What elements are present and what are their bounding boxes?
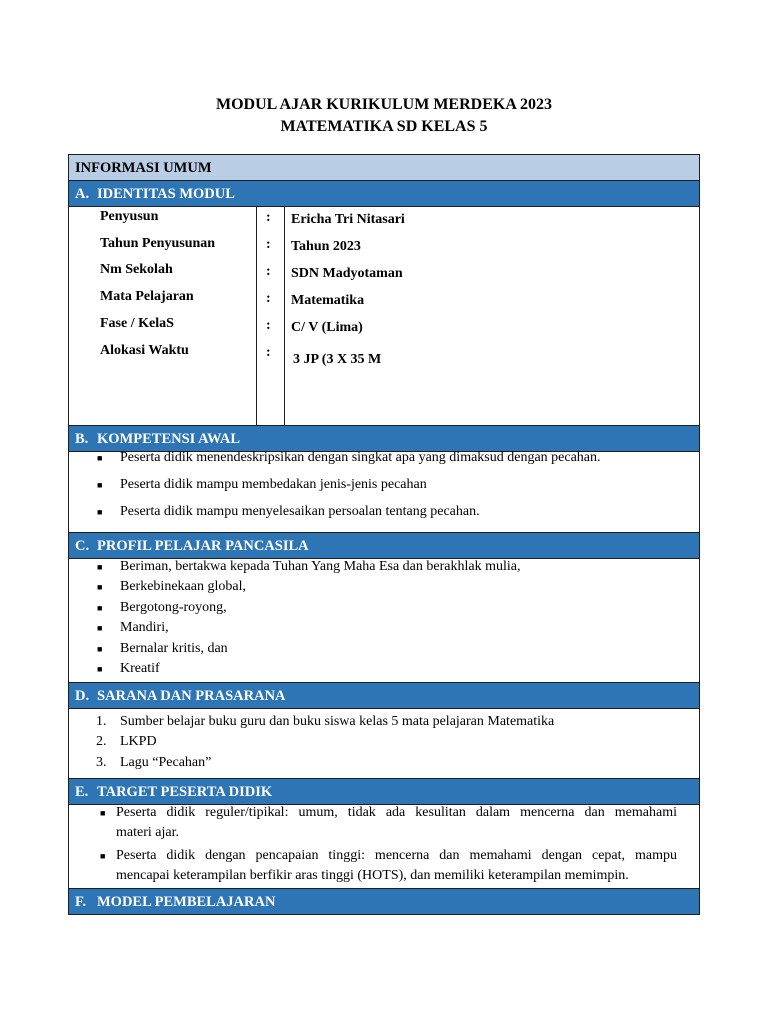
bullet-icon: ■ bbox=[97, 453, 103, 463]
identity-separator: : bbox=[266, 291, 271, 306]
list-item bbox=[69, 803, 699, 843]
identity-label: Fase / KelaS bbox=[100, 316, 174, 331]
identity-value: C/ V (Lima) bbox=[291, 320, 363, 335]
identity-value: Ericha Tri Nitasari bbox=[291, 212, 405, 227]
section-title: PROFIL PELAJAR PANCASILA bbox=[97, 538, 309, 554]
section-a-header bbox=[69, 181, 699, 207]
bullet-icon: ■ bbox=[100, 808, 106, 818]
identity-separator: : bbox=[266, 264, 271, 279]
section-d-header bbox=[69, 683, 699, 709]
list-item-text: Lagu “Pecahan” bbox=[120, 755, 212, 770]
list-item-text: Bernalar kritis, dan bbox=[120, 641, 228, 656]
identity-label: Alokasi Waktu bbox=[100, 343, 189, 358]
identity-separator: : bbox=[266, 237, 271, 252]
list-item-text: Sumber belajar buku guru dan buku siswa kelas 5 mata pelajaran Matematika bbox=[120, 714, 555, 729]
bullet-icon: ■ bbox=[97, 507, 103, 517]
identity-separator: : bbox=[266, 210, 271, 225]
sarana-prasarana-list bbox=[69, 709, 699, 779]
bullet-icon: ■ bbox=[100, 851, 106, 861]
identity-value: 3 JP (3 X 35 M bbox=[293, 352, 382, 367]
identity-label: Tahun Penyusunan bbox=[100, 236, 216, 251]
section-letter: C. bbox=[75, 538, 90, 554]
section-letter: B. bbox=[75, 431, 89, 447]
section-title: MODEL PEMBELAJARAN bbox=[97, 894, 276, 910]
list-item-text: Kreatif bbox=[120, 661, 160, 676]
section-letter: D. bbox=[75, 688, 90, 704]
list-number: 1. bbox=[96, 714, 107, 729]
list-item-text: Peserta didik reguler/tipikal: umum, tidak ada kesulitan dalam mencerna dan memahami bbox=[116, 805, 677, 820]
section-letter: F. bbox=[75, 894, 87, 910]
section-f-header bbox=[69, 889, 699, 914]
list-item-text: LKPD bbox=[120, 734, 157, 749]
section-title: IDENTITAS MODUL bbox=[97, 186, 235, 202]
section-e-header bbox=[69, 779, 699, 805]
bullet-icon: ■ bbox=[97, 603, 103, 613]
list-item-text: Peserta didik dengan pencapaian tinggi: mencerna dan memahami dengan cepat, mampu bbox=[116, 848, 677, 863]
document-title: MODUL AJAR KURIKULUM MERDEKA 2023 bbox=[215, 96, 552, 113]
section-c-header bbox=[69, 533, 699, 559]
list-item-text: Peserta didik menendeskripsikan dengan singkat apa yang dimaksud dengan pecahan. bbox=[120, 450, 601, 465]
identity-value: SDN Madyotaman bbox=[291, 266, 403, 281]
profil-pancasila-list bbox=[69, 559, 699, 683]
list-item-text: Mandiri, bbox=[120, 620, 169, 635]
column-divider bbox=[256, 207, 257, 425]
bullet-icon: ■ bbox=[97, 623, 103, 633]
section-title: TARGET PESERTA DIDIK bbox=[97, 784, 273, 800]
list-item-text: Peserta didik mampu membedakan jenis-jenis pecahan bbox=[120, 477, 427, 492]
bullet-icon: ■ bbox=[97, 664, 103, 674]
bullet-icon: ■ bbox=[97, 644, 103, 654]
bullet-icon: ■ bbox=[97, 562, 103, 572]
identity-label: Penyusun bbox=[100, 209, 159, 224]
section-letter: E. bbox=[75, 784, 89, 800]
list-item-text: Peserta didik mampu menyelesaikan persoalan tentang pecahan. bbox=[120, 504, 480, 519]
kompetensi-awal-list bbox=[69, 452, 699, 533]
identity-label: Nm Sekolah bbox=[100, 262, 173, 277]
column-divider bbox=[284, 207, 285, 425]
identity-value: Tahun 2023 bbox=[291, 239, 361, 254]
section-title: SARANA DAN PRASARANA bbox=[97, 688, 286, 704]
identity-label: Mata Pelajaran bbox=[100, 289, 194, 304]
list-item bbox=[69, 846, 699, 886]
list-item-text: Berkebinekaan global, bbox=[120, 579, 246, 594]
list-number: 2. bbox=[96, 734, 107, 749]
section-letter: A. bbox=[75, 186, 90, 202]
identity-value: Matematika bbox=[291, 293, 365, 308]
identity-separator: : bbox=[266, 318, 271, 333]
list-item-text: Beriman, bertakwa kepada Tuhan Yang Maha Esa dan berakhlak mulia, bbox=[120, 559, 521, 574]
bullet-icon: ■ bbox=[97, 582, 103, 592]
target-peserta-list bbox=[69, 805, 699, 889]
document-subtitle: MATEMATIKA SD KELAS 5 bbox=[280, 118, 488, 135]
list-number: 3. bbox=[96, 755, 107, 770]
list-item-text: mencapai keterampilan berfikir aras tinggi (HOTS), dan memiliki keterampilan memimpin. bbox=[116, 868, 629, 883]
section-title: KOMPETENSI AWAL bbox=[97, 431, 241, 447]
bullet-icon: ■ bbox=[97, 480, 103, 490]
identity-separator: : bbox=[266, 345, 271, 360]
list-item-text: Bergotong-royong, bbox=[120, 600, 227, 615]
identitas-modul-table bbox=[69, 207, 699, 426]
informasi-umum-header: INFORMASI UMUM bbox=[69, 155, 699, 181]
list-item-text: materi ajar. bbox=[116, 825, 179, 840]
module-table bbox=[68, 154, 700, 915]
